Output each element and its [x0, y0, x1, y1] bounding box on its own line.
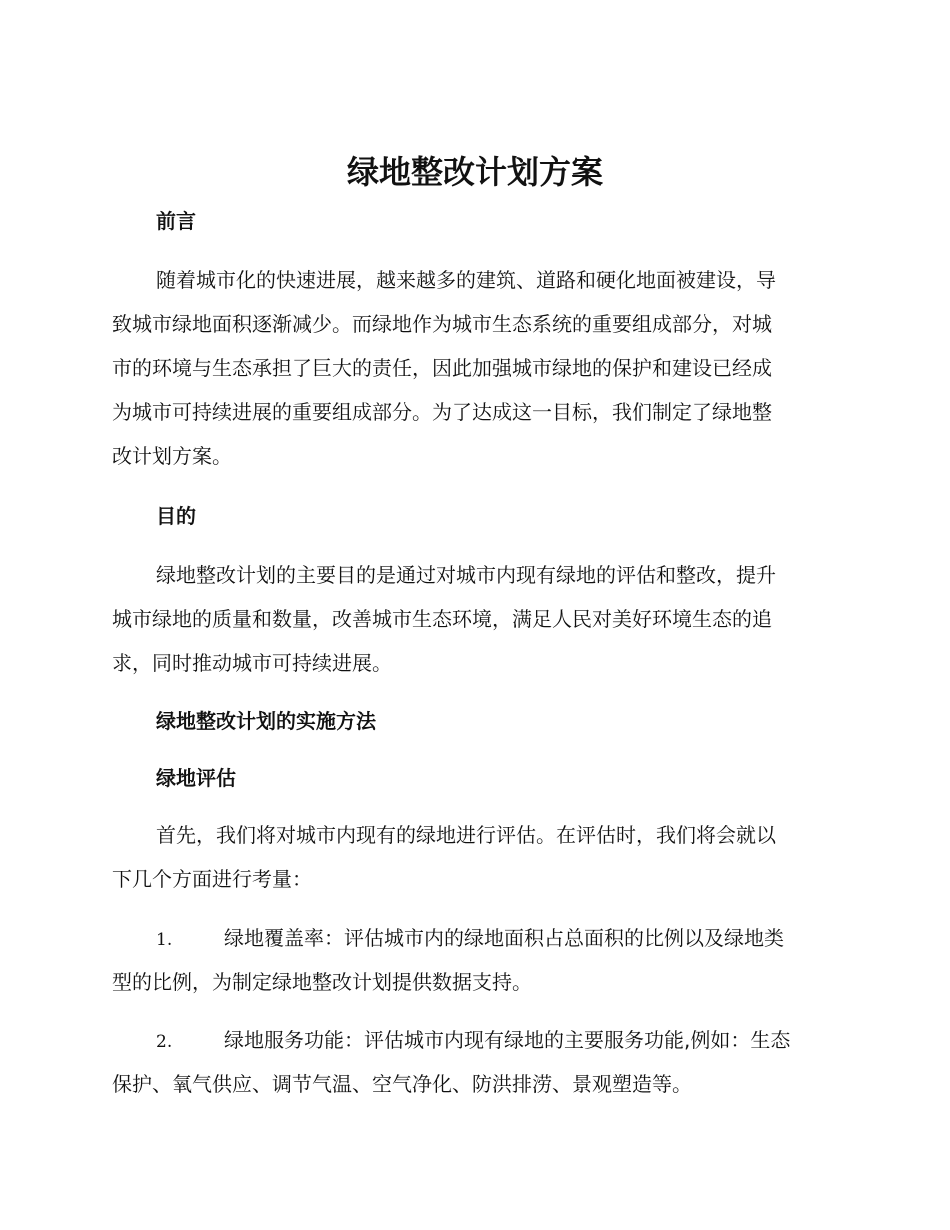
section-heading-preface: 前言 — [156, 209, 196, 233]
list-item-first-line — [112, 916, 842, 960]
section-heading-purpose: 目的 — [156, 504, 196, 528]
list-item — [112, 1018, 842, 1106]
paragraph-line: 市的环境与生态承担了巨大的责任，因此加强城市绿地的保护和建设已经成 — [112, 356, 772, 380]
paragraph-line: 绿地整改计划的主要目的是通过对城市内现有绿地的评估和整改，提升 — [156, 563, 776, 587]
paragraph-line: 改计划方案。 — [112, 444, 232, 468]
paragraph-line: 为城市可持续进展的重要组成部分。为了达成这一目标，我们制定了绿地整 — [112, 400, 772, 424]
list-item — [112, 916, 842, 1004]
paragraph-line: 随着城市化的快速进展，越来越多的建筑、道路和硬化地面被建设，导 — [156, 268, 776, 292]
paragraph-line: 求，同时推动城市可持续进展。 — [112, 651, 392, 675]
document-title: 绿地整改计划方案 — [346, 153, 603, 191]
paragraph-line: 首先，我们将对城市内现有的绿地进行评估。在评估时，我们将会就以 — [156, 823, 776, 847]
paragraph-preface — [112, 258, 842, 478]
paragraph-line: 致城市绿地面积逐渐减少。而绿地作为城市生态系统的重要组成部分，对城 — [112, 312, 772, 336]
list-item-number: 2. — [156, 1032, 173, 1052]
list-item-first-line — [112, 1018, 842, 1062]
section-heading-assessment: 绿地评估 — [156, 766, 236, 790]
list-item-text: 绿地覆盖率：评估城市内的绿地面积占总面积的比例以及绿地类 — [224, 926, 784, 950]
list-item-text: 绿地服务功能：评估城市内现有绿地的主要服务功能,例如：生态 — [224, 1028, 791, 1052]
paragraph-assessment — [112, 813, 842, 901]
paragraph-purpose — [112, 553, 842, 685]
list-item-second-line: 型的比例，为制定绿地整改计划提供数据支持。 — [112, 970, 532, 994]
list-item-second-line: 保护、氧气供应、调节气温、空气净化、防洪排涝、景观塑造等。 — [112, 1072, 692, 1096]
list-item-number: 1. — [156, 930, 173, 950]
section-heading-methods: 绿地整改计划的实施方法 — [156, 709, 376, 733]
paragraph-line: 城市绿地的质量和数量，改善城市生态环境，满足人民对美好环境生态的追 — [112, 607, 772, 631]
paragraph-line: 下几个方面进行考量： — [112, 867, 312, 891]
